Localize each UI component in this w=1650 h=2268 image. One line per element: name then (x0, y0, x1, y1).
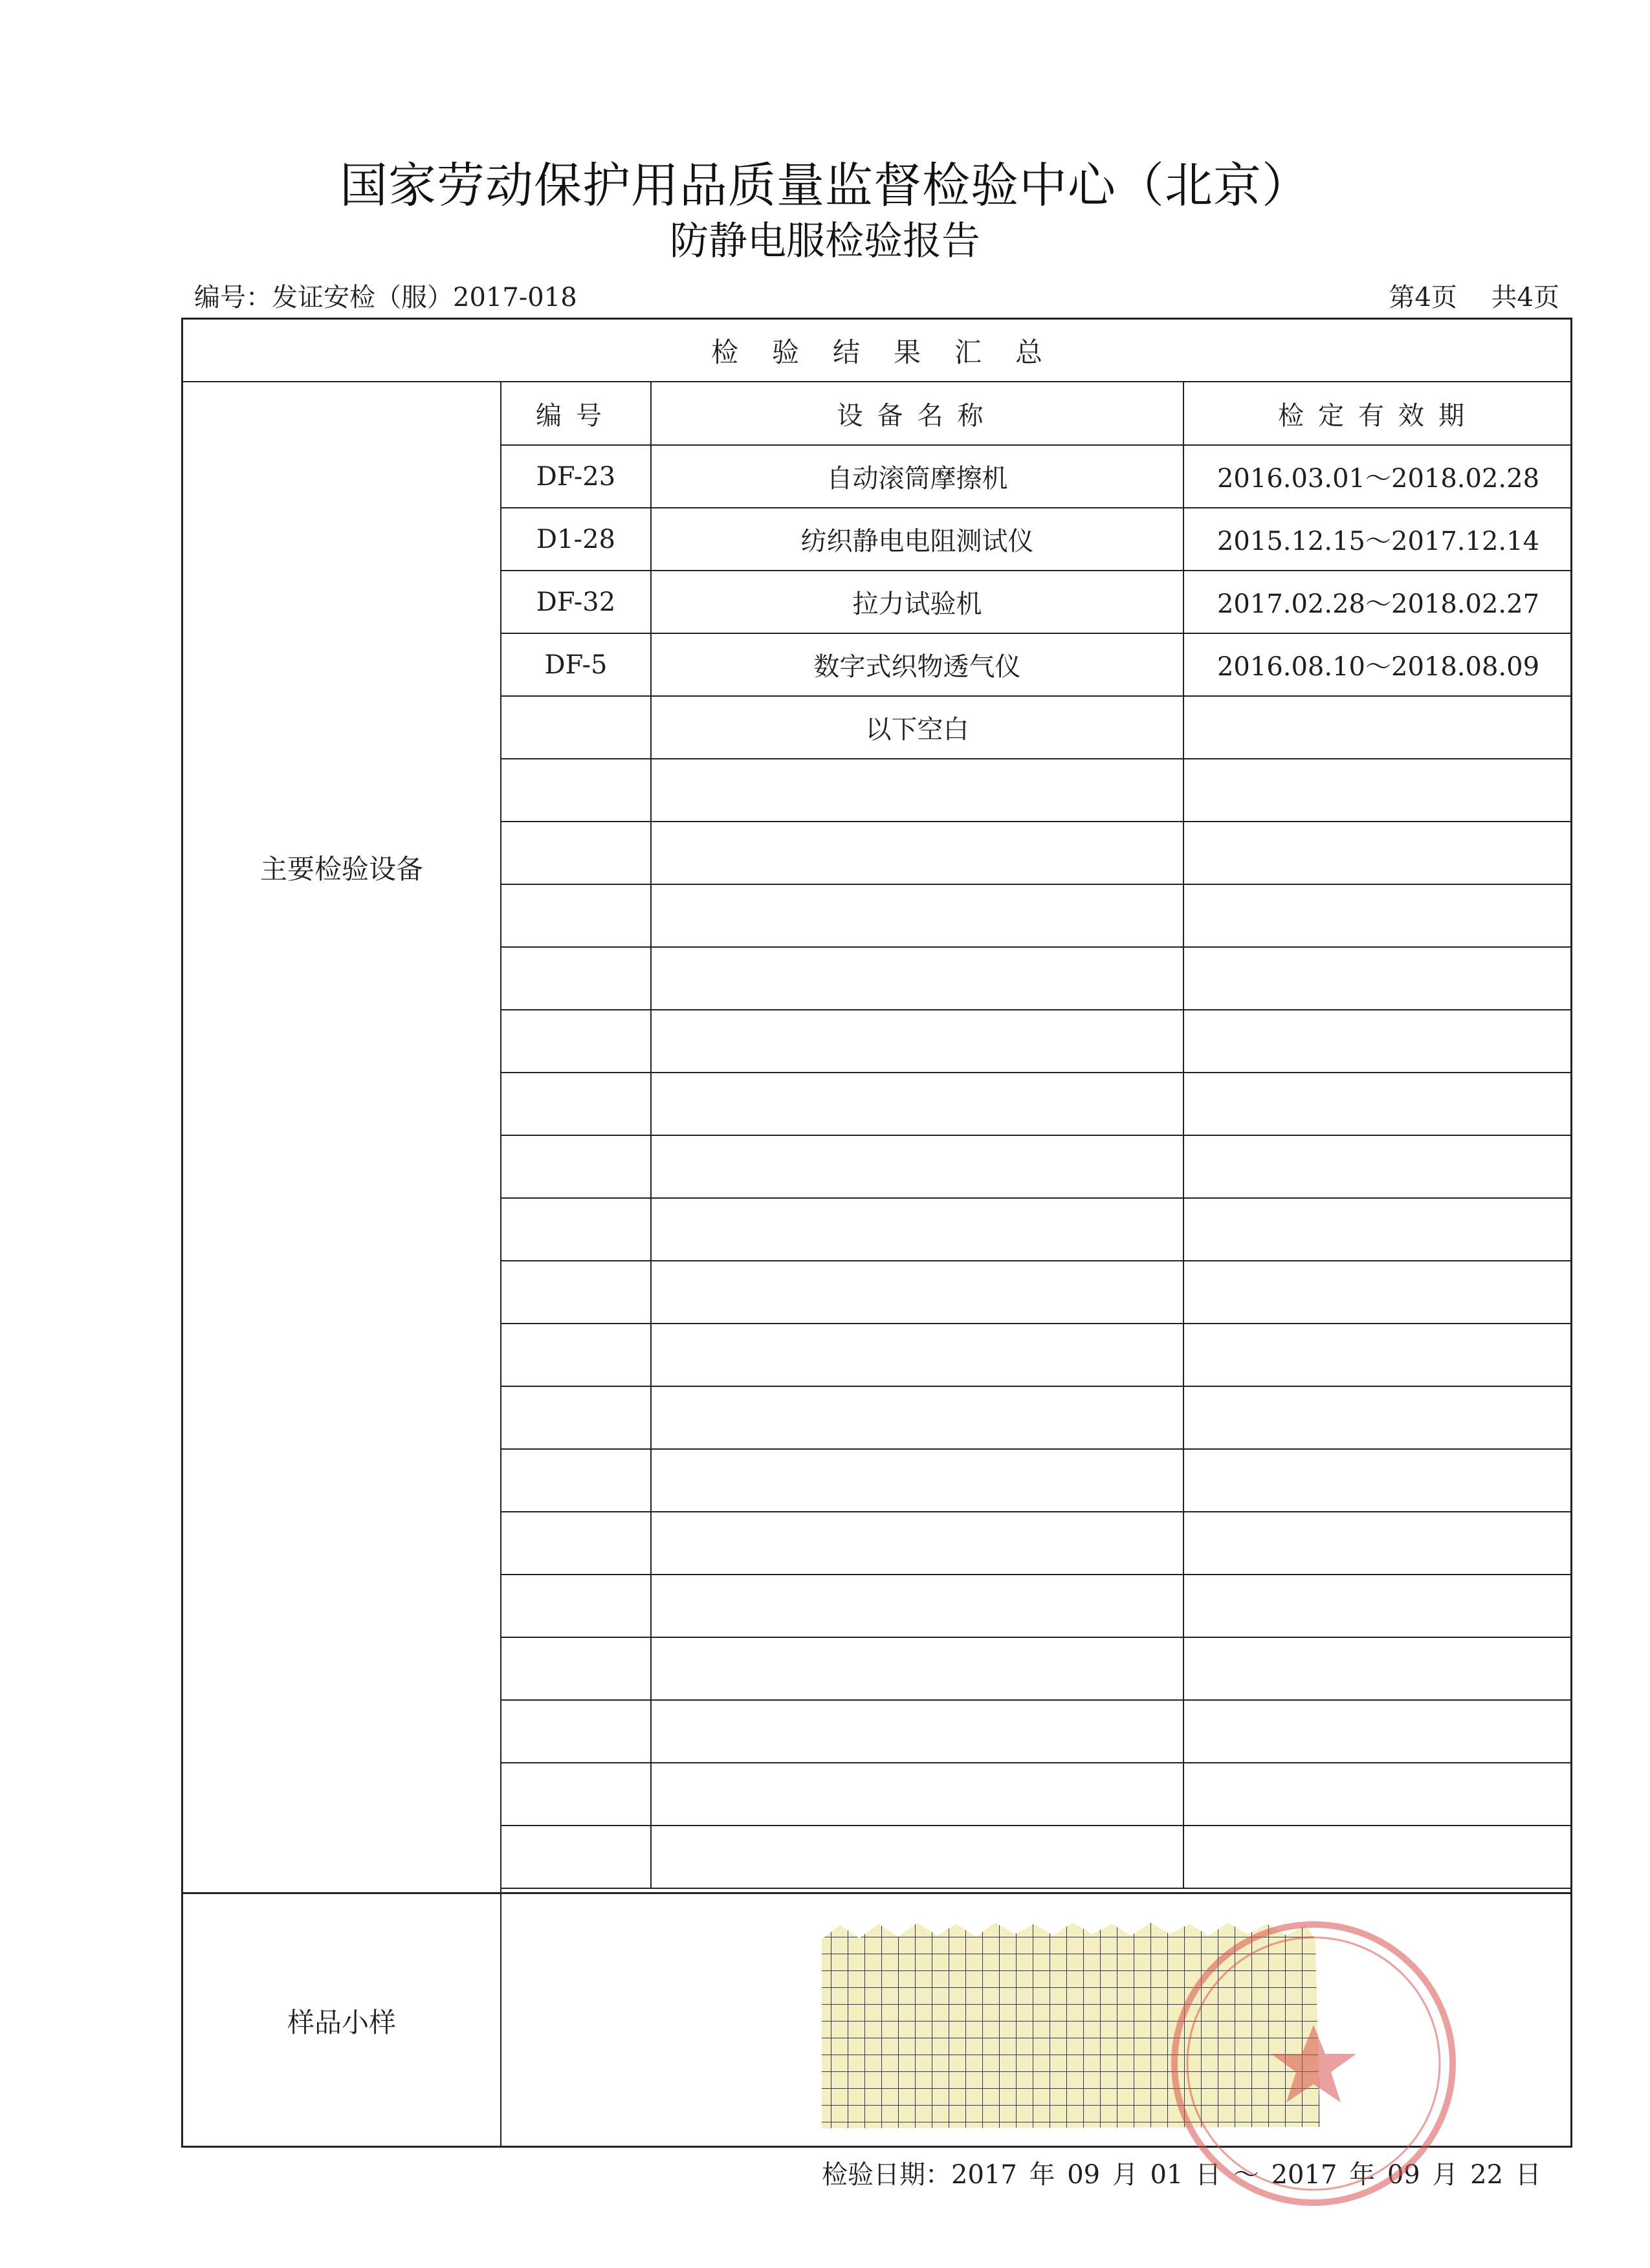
empty-cell (1183, 1826, 1572, 1888)
total-pages: 共4页 (1491, 283, 1559, 312)
empty-cell (501, 1512, 651, 1575)
empty-table-row (501, 1324, 1572, 1386)
empty-cell (651, 1826, 1183, 1888)
empty-cell (651, 822, 1183, 884)
empty-cell (501, 1010, 651, 1073)
empty-cell (501, 1324, 651, 1386)
empty-cell (1183, 1449, 1572, 1512)
empty-cell (651, 1135, 1183, 1198)
equipment-name: 以下空白 (651, 696, 1183, 759)
empty-table-row (501, 1637, 1572, 1700)
empty-cell (501, 1449, 651, 1512)
equipment-code: D1-28 (501, 508, 651, 571)
empty-cell (651, 1700, 1183, 1763)
column-header-name: 设备名称 (651, 382, 1183, 445)
empty-table-row (501, 759, 1572, 822)
empty-cell (651, 1637, 1183, 1700)
empty-table-row (501, 1010, 1572, 1073)
equipment-code: DF-5 (501, 633, 651, 696)
empty-table-row (501, 1073, 1572, 1135)
empty-cell (651, 1512, 1183, 1575)
column-header-validity: 检定有效期 (1183, 382, 1572, 445)
equipment-label-cell (183, 382, 501, 2088)
empty-cell (651, 1198, 1183, 1261)
sample-label: 样品小样 (183, 1894, 501, 2148)
empty-table-row (501, 1386, 1572, 1449)
empty-cell (501, 1637, 651, 1700)
report-number: 编号：发证安检（服）2017-018 (194, 283, 577, 312)
empty-cell (501, 1386, 651, 1449)
column-header-code: 编号 (501, 382, 651, 445)
inspection-date: 检验日期：2017 年 09 月 01 日 ～ 2017 年 09 月 22 日 (822, 2160, 1541, 2190)
empty-cell (651, 759, 1183, 822)
summary-frame (181, 318, 1572, 2148)
empty-cell (1183, 759, 1572, 822)
equipment-validity: 2016.03.01～2018.02.28 (1183, 445, 1572, 508)
empty-cell (651, 1575, 1183, 1637)
equipment-table (501, 382, 1572, 1889)
institution-title: 国家劳动保护用品质量监督检验中心（北京） (340, 158, 1310, 213)
equipment-name: 纺织静电电阻测试仪 (651, 508, 1183, 571)
empty-cell (501, 1261, 651, 1324)
empty-cell (1183, 884, 1572, 947)
table-row (501, 508, 1572, 571)
empty-table-row (501, 1512, 1572, 1575)
empty-cell (501, 1198, 651, 1261)
empty-cell (651, 1261, 1183, 1324)
empty-cell (651, 1763, 1183, 1826)
table-row (501, 571, 1572, 633)
empty-cell (1183, 1324, 1572, 1386)
empty-cell (501, 1826, 651, 1888)
empty-cell (1183, 1198, 1572, 1261)
table-row (501, 633, 1572, 696)
table-header-row (501, 382, 1572, 445)
table-row (501, 445, 1572, 508)
report-title: 防静电服检验报告 (670, 219, 980, 264)
empty-table-row (501, 822, 1572, 884)
empty-table-row (501, 1198, 1572, 1261)
empty-cell (651, 1386, 1183, 1449)
empty-table-row (501, 884, 1572, 947)
empty-cell (651, 1324, 1183, 1386)
empty-table-row (501, 947, 1572, 1010)
empty-table-row (501, 1575, 1572, 1637)
empty-cell (1183, 1763, 1572, 1826)
empty-cell (501, 1135, 651, 1198)
table-row (501, 696, 1572, 759)
empty-cell (501, 1763, 651, 1826)
empty-cell (1183, 1575, 1572, 1637)
empty-cell (1183, 1261, 1572, 1324)
equipment-validity: 2017.02.28～2018.02.27 (1183, 571, 1572, 633)
empty-cell (1183, 822, 1572, 884)
empty-cell (1183, 1700, 1572, 1763)
empty-cell (501, 1073, 651, 1135)
empty-cell (501, 884, 651, 947)
empty-cell (501, 1575, 651, 1637)
page-info (1363, 277, 1559, 314)
equipment-name: 数字式织物透气仪 (651, 633, 1183, 696)
empty-table-row (501, 1449, 1572, 1512)
empty-cell (1183, 1073, 1572, 1135)
equipment-code (501, 696, 651, 759)
empty-cell (1183, 1637, 1572, 1700)
empty-table-row (501, 1826, 1572, 1888)
equipment-name: 自动滚筒摩擦机 (651, 445, 1183, 508)
empty-cell (1183, 1135, 1572, 1198)
empty-cell (501, 822, 651, 884)
empty-cell (651, 884, 1183, 947)
equipment-validity: 2015.12.15～2017.12.14 (1183, 508, 1572, 571)
empty-cell (501, 947, 651, 1010)
empty-cell (1183, 947, 1572, 1010)
empty-cell (501, 1700, 651, 1763)
empty-cell (1183, 1010, 1572, 1073)
equipment-code: DF-32 (501, 571, 651, 633)
equipment-label: 主要检验设备 (259, 853, 423, 885)
empty-table-row (501, 1261, 1572, 1324)
summary-title: 检验结果汇总 (183, 320, 1570, 382)
official-seal-stamp (1165, 1915, 1462, 2212)
equipment-validity: 2016.08.10～2018.08.09 (1183, 633, 1572, 696)
empty-cell (651, 947, 1183, 1010)
empty-cell (651, 1073, 1183, 1135)
equipment-name: 拉力试验机 (651, 571, 1183, 633)
empty-cell (1183, 1512, 1572, 1575)
empty-table-row (501, 1135, 1572, 1198)
empty-cell (651, 1010, 1183, 1073)
empty-cell (501, 759, 651, 822)
page-number: 第4页 (1389, 283, 1457, 312)
equipment-code: DF-23 (501, 445, 651, 508)
empty-cell (1183, 1386, 1572, 1449)
empty-cell (651, 1449, 1183, 1512)
empty-table-row (501, 1763, 1572, 1826)
empty-table-row (501, 1700, 1572, 1763)
equipment-validity (1183, 696, 1572, 759)
